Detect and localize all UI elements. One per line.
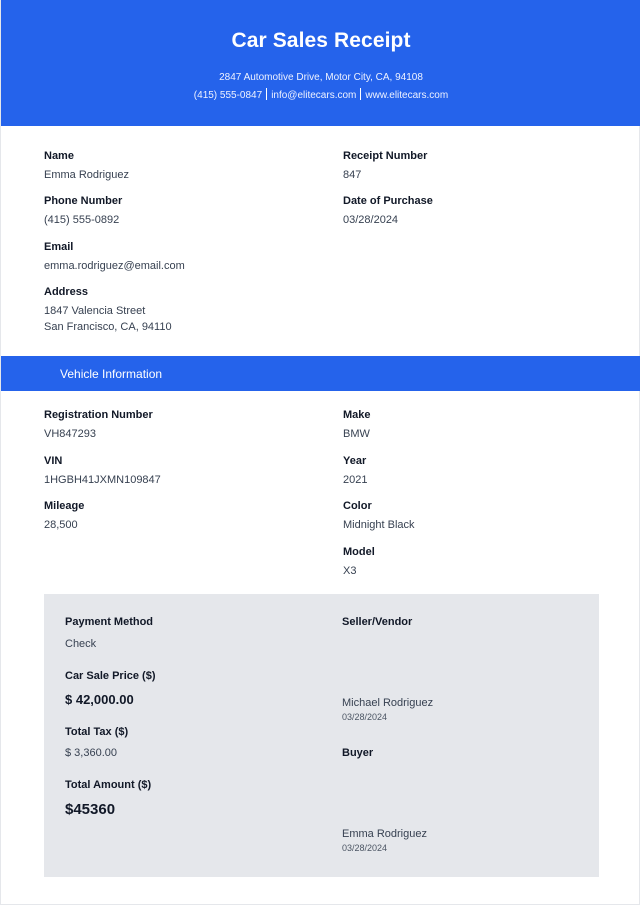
customer-phone-value: (415) 555-0892 [44, 214, 120, 226]
address-line-1: 1847 Valencia Street [44, 305, 146, 317]
registration-field [44, 408, 153, 442]
total-tax-value: $ 3,360.00 [65, 747, 117, 759]
buyer-date: 03/28/2024 [342, 843, 388, 853]
purchase-date-field [343, 194, 433, 228]
seller-name: Michael Rodriguez [342, 697, 434, 709]
receipt-title: Car Sales Receipt [231, 29, 411, 52]
registration-label: Registration Number [44, 409, 153, 421]
model-field [343, 545, 375, 579]
customer-email-value: emma.rodriguez@email.com [44, 260, 185, 272]
model-label: Model [343, 546, 375, 558]
vin-value: 1HGBH41JXMN109847 [44, 474, 161, 486]
receipt-number-field [343, 149, 427, 183]
vin-field [44, 454, 161, 488]
receipt-number-value: 847 [343, 169, 362, 181]
buyer-label: Buyer [342, 747, 374, 759]
sale-price-value: $ 42,000.00 [65, 692, 134, 707]
dealer-address: 2847 Automotive Drive, Motor City, CA, 94108 [219, 72, 423, 83]
vin-label: VIN [44, 455, 63, 467]
sale-price-label: Car Sale Price ($) [65, 670, 156, 682]
dealer-phone: (415) 555-0847 [193, 90, 263, 101]
customer-address-label: Address [44, 286, 89, 298]
receipt-number-label: Receipt Number [343, 150, 428, 162]
address-line-2: San Francisco, CA, 94110 [44, 321, 172, 333]
year-value: 2021 [343, 474, 368, 486]
dealer-contact [1, 88, 640, 101]
payment-panel [44, 594, 599, 877]
year-field [343, 454, 367, 488]
make-value: BMW [343, 428, 370, 440]
make-label: Make [343, 409, 371, 421]
total-amount-value: $45360 [65, 801, 116, 818]
color-value: Midnight Black [343, 519, 415, 531]
color-label: Color [343, 500, 372, 512]
payment-method-label: Payment Method [65, 616, 154, 628]
vehicle-section-title: Vehicle Information [60, 367, 163, 381]
model-value: X3 [343, 565, 357, 577]
customer-phone-field [44, 194, 122, 228]
customer-name-field [44, 149, 129, 183]
color-field [343, 499, 415, 533]
dealer-email: info@elitecars.com [271, 90, 357, 101]
divider [360, 88, 361, 100]
customer-name-label: Name [44, 150, 74, 162]
mileage-value: 28,500 [44, 519, 78, 531]
purchase-date-value: 03/28/2024 [343, 214, 399, 226]
purchase-date-label: Date of Purchase [343, 195, 433, 207]
registration-value: VH847293 [44, 428, 96, 440]
seller-label: Seller/Vendor [342, 616, 413, 628]
customer-name-value: Emma Rodriguez [44, 169, 129, 181]
total-amount-label: Total Amount ($) [65, 779, 152, 791]
payment-method-value: Check [65, 638, 97, 650]
customer-address-field [44, 285, 172, 335]
seller-date: 03/28/2024 [342, 712, 388, 722]
make-field [343, 408, 371, 442]
customer-address-value [44, 303, 172, 335]
divider [266, 88, 267, 100]
customer-phone-label: Phone Number [44, 195, 123, 207]
year-label: Year [343, 455, 367, 467]
buyer-name: Emma Rodriguez [342, 828, 427, 840]
mileage-field [44, 499, 84, 533]
total-tax-label: Total Tax ($) [65, 726, 129, 738]
dealer-website: www.elitecars.com [365, 90, 449, 101]
customer-email-field [44, 240, 185, 274]
receipt-header [1, 0, 640, 126]
customer-email-label: Email [44, 241, 74, 253]
mileage-label: Mileage [44, 500, 85, 512]
vehicle-section-bar [1, 356, 640, 391]
